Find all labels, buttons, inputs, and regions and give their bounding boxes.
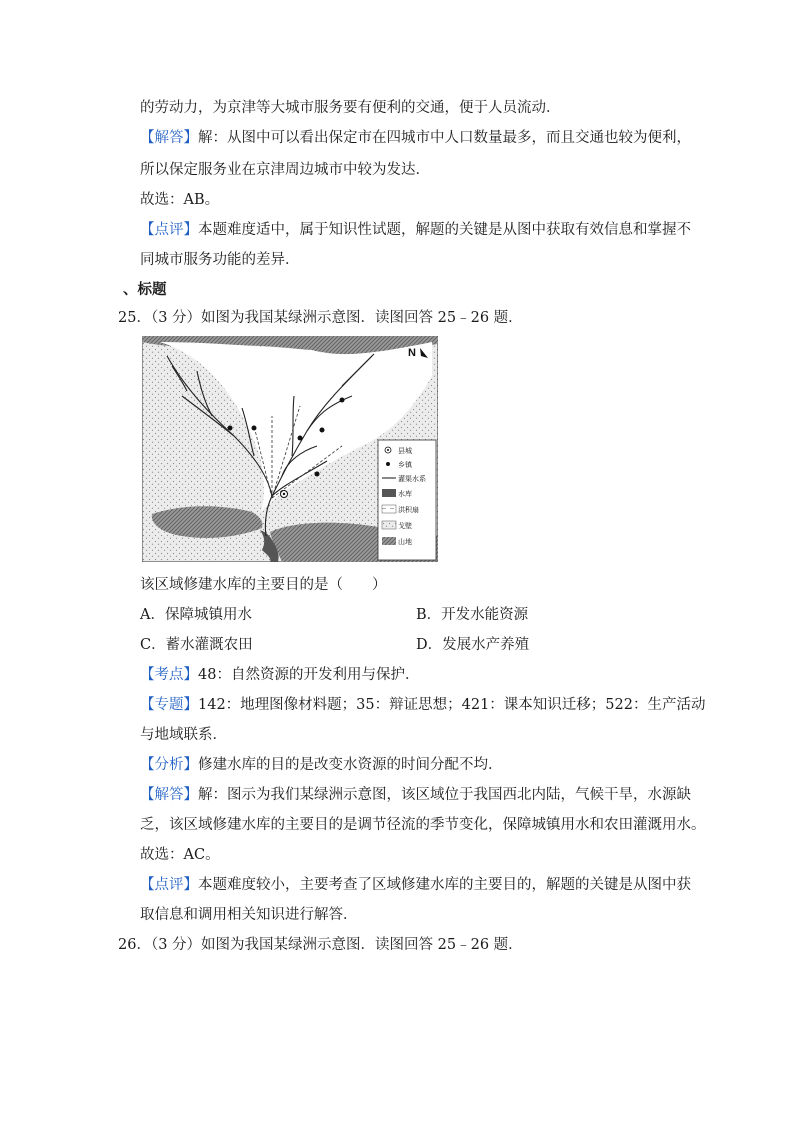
option-b: B．开发水能资源 — [416, 607, 529, 623]
legend-canal: 灌渠水系 — [398, 475, 426, 483]
jieda-tag: 【解答】 — [140, 787, 198, 803]
option-d: D．发展水产养殖 — [416, 637, 530, 653]
jieda-line — [140, 785, 691, 805]
text-line: 同城市服务功能的差异． — [140, 252, 300, 268]
option-a: A．保障城镇用水 — [140, 607, 252, 623]
answer-text: 解：从图中可以看出保定市在四城市中人口数量最多，而且交通也较为便利， — [198, 130, 691, 146]
fenxi-text: 修建水库的目的是改变水资源的时间分配不均． — [198, 757, 503, 773]
zhuanti-line — [140, 695, 705, 715]
legend-mountain: 山地 — [398, 538, 412, 546]
question-26-stem: 26．（3 分）如图为我国某绿洲示意图．读图回答 25﹣26 题． — [118, 937, 523, 953]
kaodian-text: 48：自然资源的开发利用与保护． — [198, 667, 420, 683]
dianping-line-2: 取信息和调用相关知识进行解答． — [140, 907, 358, 923]
option-c: C．蓄水灌溉农田 — [140, 637, 253, 653]
text-line: 所以保定服务业在京津周边城市中较为发达． — [140, 162, 430, 178]
fenxi-line — [140, 755, 503, 775]
legend-gobi: 戈壁 — [398, 522, 412, 530]
kaodian-line — [140, 665, 419, 685]
fenxi-tag: 【分析】 — [140, 757, 198, 773]
dianping-tag: 【点评】 — [140, 877, 198, 893]
answer-choice-line: 故选：AC。 — [140, 847, 220, 863]
choice-line: 故选：AB。 — [140, 192, 220, 208]
kaodian-tag: 【考点】 — [140, 667, 198, 683]
legend-reservoir: 水库 — [398, 490, 412, 498]
zhuanti-text: 142：地理图像材料题；35：辩证思想；421：课本知识迁移；522：生产活动 — [198, 697, 706, 713]
section-title: 、标题 — [123, 281, 167, 298]
comment-tag: 【点评】 — [140, 222, 198, 238]
text-line: 的劳动力，为京津等大城市服务要有便利的交通，便于人员流动． — [140, 100, 561, 116]
dianping-text: 本题难度较小，主要考查了区域修建水库的主要目的，解题的关键是从图中获 — [198, 877, 691, 893]
dianping-line — [140, 875, 691, 895]
oasis-map — [142, 336, 438, 562]
jieda-line-2: 乏，该区域修建水库的主要目的是调节径流的季节变化，保障城镇用水和农田灌溉用水。 — [140, 817, 706, 833]
answer-line — [140, 128, 691, 148]
map-legend — [378, 440, 436, 560]
comment-line — [140, 220, 691, 240]
question-25-stem: 25．（3 分）如图为我国某绿洲示意图．读图回答 25﹣26 题． — [118, 310, 523, 326]
legend-county: 县城 — [398, 447, 412, 455]
legend-fan: 洪积扇 — [398, 506, 419, 514]
question-25-text: 该区域修建水库的主要目的是（ ） — [140, 577, 387, 593]
zhuanti-line-2: 与地域联系． — [140, 727, 227, 743]
comment-text: 本题难度适中，属于知识性试题，解题的关键是从图中获取有效信息和掌握不 — [198, 222, 691, 238]
jieda-text: 解：图示为我们某绿洲示意图，该区域位于我国西北内陆，气候干旱，水源缺 — [198, 787, 691, 803]
answer-tag: 【解答】 — [140, 130, 198, 146]
north-label: N — [408, 347, 416, 359]
legend-town: 乡镇 — [398, 461, 412, 469]
zhuanti-tag: 【专题】 — [140, 697, 198, 713]
